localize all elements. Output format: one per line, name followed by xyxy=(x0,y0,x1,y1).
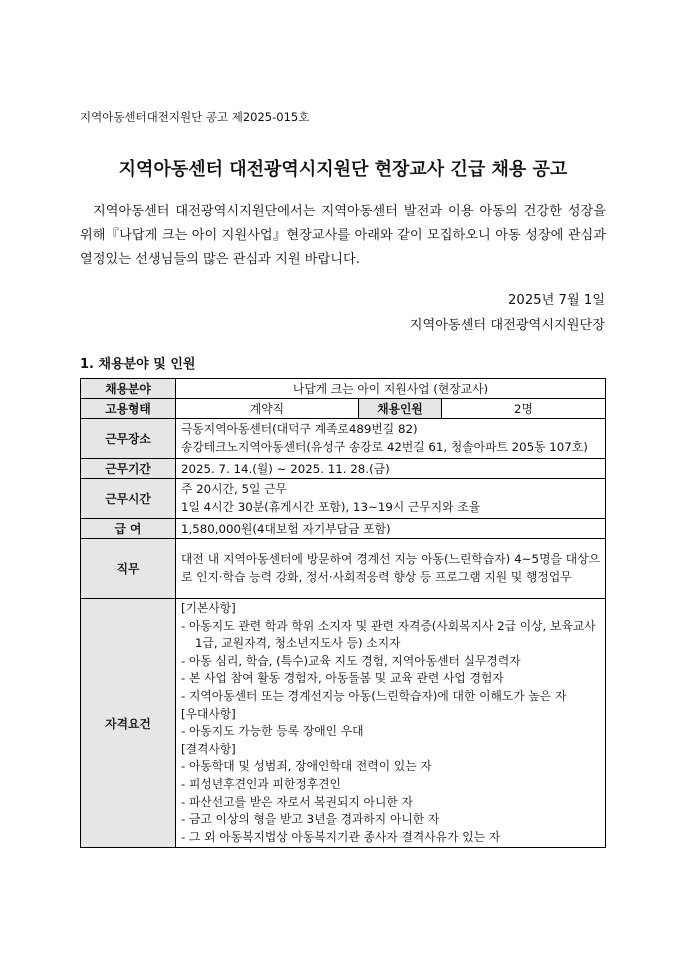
duty-label: 직무 xyxy=(81,539,176,599)
notice-number: 지역아동센터대전지원단 공고 제2025-015호 xyxy=(80,110,310,124)
req-item: - 아동지도 관련 학과 학위 소지자 및 관련 자격증(사회복지사 2급 이상, 보육교사 1급, 교원자격, 청소년지도사 등) 소지자 xyxy=(181,618,596,651)
salary-value: 1,580,000원(4대보험 자기부담금 포함) xyxy=(176,519,606,539)
hours-line: 1일 4시간 30분(휴게시간 포함), 13~19시 근무지와 조율 xyxy=(181,499,481,514)
req-item: - 아동 심리, 학습, (특수)교육 지도 경험, 지역아동센터 실무경력자 xyxy=(181,653,521,668)
duty-value: 대전 내 지역아동센터에 방문하여 경계선 지능 아동(느린학습자) 4~5명을 대상으로 인지·학습 능력 강화, 정서·사회적응력 향상 등 프로그램 지원 및 행정업무 xyxy=(176,539,606,599)
page-title: 지역아동센터 대전광역시지원단 현장교사 긴급 채용 공고 xyxy=(118,159,568,180)
hours-label: 근무시간 xyxy=(81,479,176,519)
notice-date: 2025년 7월 1일 xyxy=(508,293,605,308)
recruitment-table xyxy=(80,378,606,848)
requirements-value xyxy=(176,599,606,848)
intro-paragraph xyxy=(80,200,606,272)
req-heading: [결격사항] xyxy=(181,741,236,756)
req-item: - 금고 이상의 형을 받고 3년을 경과하지 아니한 자 xyxy=(181,812,440,827)
hours-value xyxy=(176,479,606,519)
req-item: - 피성년후견인과 피한정후견인 xyxy=(181,776,341,791)
req-item: - 지역아동센터 또는 경계선지능 아동(느린학습자)에 대한 이해도가 높은 자 xyxy=(181,688,567,703)
section-title: 1. 채용분야 및 인원 xyxy=(80,357,196,372)
req-item: - 본 사업 참여 활동 경험자, 아동돌봄 및 교육 관련 사업 경험자 xyxy=(181,671,504,686)
requirements-label: 자격요건 xyxy=(81,599,176,848)
signer: 지역아동센터 대전광역시지원단장 xyxy=(409,318,605,333)
employment-label: 고용형태 xyxy=(81,399,176,419)
period-value: 2025. 7. 14.(월) ~ 2025. 11. 28.(금) xyxy=(176,459,606,479)
req-item: - 파산선고를 받은 자로서 복권되지 아니한 자 xyxy=(181,794,413,809)
location-label: 근무장소 xyxy=(81,419,176,459)
hours-line: 주 20시간, 5일 근무 xyxy=(181,482,287,496)
req-item: - 아동학대 및 성범죄, 장애인학대 전력이 있는 자 xyxy=(181,759,432,774)
req-item: - 아동지도 가능한 등록 장애인 우대 xyxy=(181,724,364,739)
field-label: 채용분야 xyxy=(81,379,176,399)
period-label: 근무기간 xyxy=(81,459,176,479)
headcount-label: 채용인원 xyxy=(359,399,442,419)
field-value: 나답게 크는 아이 지원사업 (현장교사) xyxy=(176,379,606,399)
req-heading: [우대사항] xyxy=(181,706,236,721)
req-item: - 그 외 아동복지법상 아동복지기관 종사자 결격사유가 있는 자 xyxy=(181,829,501,844)
intro-text: 지역아동센터 대전광역시지원단에서는 지역아동센터 발전과 이용 아동의 건강한 성장을 위해『나답게 크는 아이 지원사업』현장교사를 아래와 같이 모집하오니 아동 성장에 관심과 열정있는 선생님들의 많은 관심과 지원 바랍니다. xyxy=(80,204,606,267)
location-line: 극동지역아동센터(대덕구 계족로489번길 82) xyxy=(181,422,418,436)
employment-value: 계약직 xyxy=(176,399,359,419)
location-value xyxy=(176,419,606,459)
req-heading: [기본사항] xyxy=(181,601,236,615)
location-line: 송강테크노지역아동센터(유성구 송강로 42번길 61, 청솔아파트 205동 107호) xyxy=(181,439,588,454)
salary-label: 급 여 xyxy=(81,519,176,539)
headcount-value: 2명 xyxy=(442,399,606,419)
